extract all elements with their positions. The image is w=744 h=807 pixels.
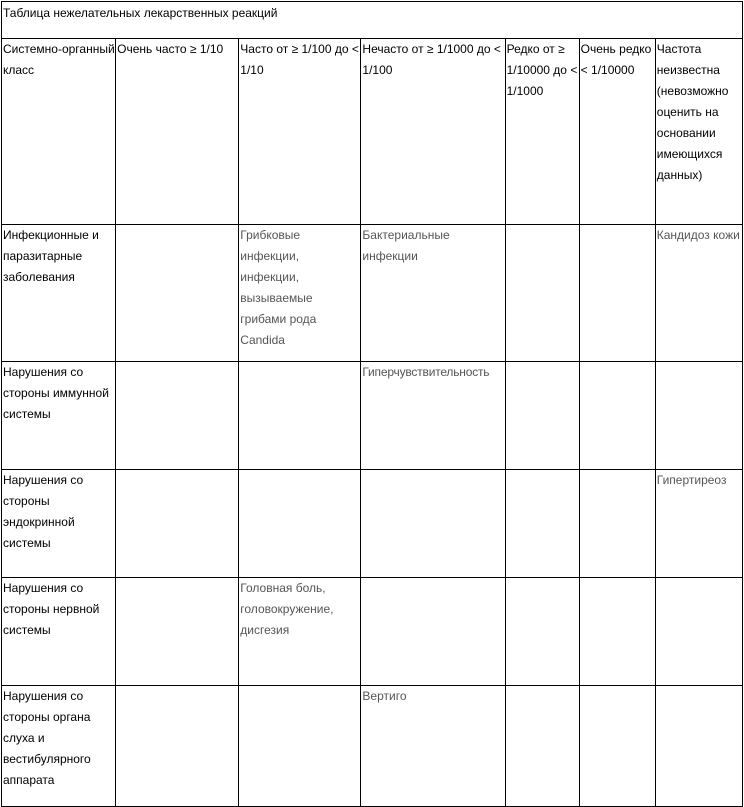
header-cell: Редко от ≥ 1/10000 до < 1/1000: [505, 39, 579, 225]
table-cell: [655, 686, 742, 807]
header-cell: Часто от ≥ 1/100 до < 1/10: [239, 39, 361, 225]
table-cell: [116, 686, 239, 807]
header-cell: Нечасто от ≥ 1/1000 до < 1/100: [361, 39, 505, 225]
table-cell: [579, 578, 655, 686]
table-row: [2, 362, 743, 470]
table-cell: [579, 362, 655, 470]
table-cell: Гипертиреоз: [655, 470, 742, 578]
header-row: [2, 39, 743, 225]
table-cell: Гиперчувствительность: [361, 362, 505, 470]
table-cell: [655, 362, 742, 470]
table-cell: [239, 686, 361, 807]
table-cell: [579, 686, 655, 807]
organ-class-cell: Нарушения со стороны иммунной системы: [2, 362, 116, 470]
table-cell: Головная боль, головокружение, дисгезия: [239, 578, 361, 686]
header-cell: Системно-органный класс: [2, 39, 116, 225]
table-cell: Кандидоз кожи: [655, 225, 742, 362]
table-cell: [116, 362, 239, 470]
header-cell: Очень редко < 1/10000: [579, 39, 655, 225]
table-cell: [505, 225, 579, 362]
table-cell: [361, 578, 505, 686]
table-cell: [505, 686, 579, 807]
organ-class-cell: Нарушения со стороны органа слуха и вестибулярного аппарата: [2, 686, 116, 807]
table-cell: [239, 362, 361, 470]
organ-class-cell: Нарушения со стороны нервной системы: [2, 578, 116, 686]
table-row: [2, 578, 743, 686]
table-cell: [116, 225, 239, 362]
organ-class-cell: Нарушения со стороны эндокринной системы: [2, 470, 116, 578]
adverse-reactions-table: [1, 1, 743, 807]
organ-class-cell: Инфекционные и паразитарные заболевания: [2, 225, 116, 362]
table-cell: [505, 470, 579, 578]
table-cell: Вертиго: [361, 686, 505, 807]
table-cell: [239, 470, 361, 578]
table-cell: Бактериальные инфекции: [361, 225, 505, 362]
table-cell: [116, 470, 239, 578]
table-row: [2, 686, 743, 807]
header-cell: Частота неизвестна (невозможно оценить на основании имеющихся данных): [655, 39, 742, 225]
table-cell: [505, 362, 579, 470]
table-cell: Грибковые инфекции, инфекции, вызываемые грибами рода Candida: [239, 225, 361, 362]
table-cell: [361, 470, 505, 578]
table-cell: [505, 578, 579, 686]
table-cell: [579, 470, 655, 578]
table-caption: Таблица нежелательных лекарственных реакций: [2, 2, 743, 39]
header-cell: Очень часто ≥ 1/10: [116, 39, 239, 225]
table-cell: [655, 578, 742, 686]
table-cell: [116, 578, 239, 686]
table-row: [2, 225, 743, 362]
table-cell: [579, 225, 655, 362]
table-row: [2, 470, 743, 578]
